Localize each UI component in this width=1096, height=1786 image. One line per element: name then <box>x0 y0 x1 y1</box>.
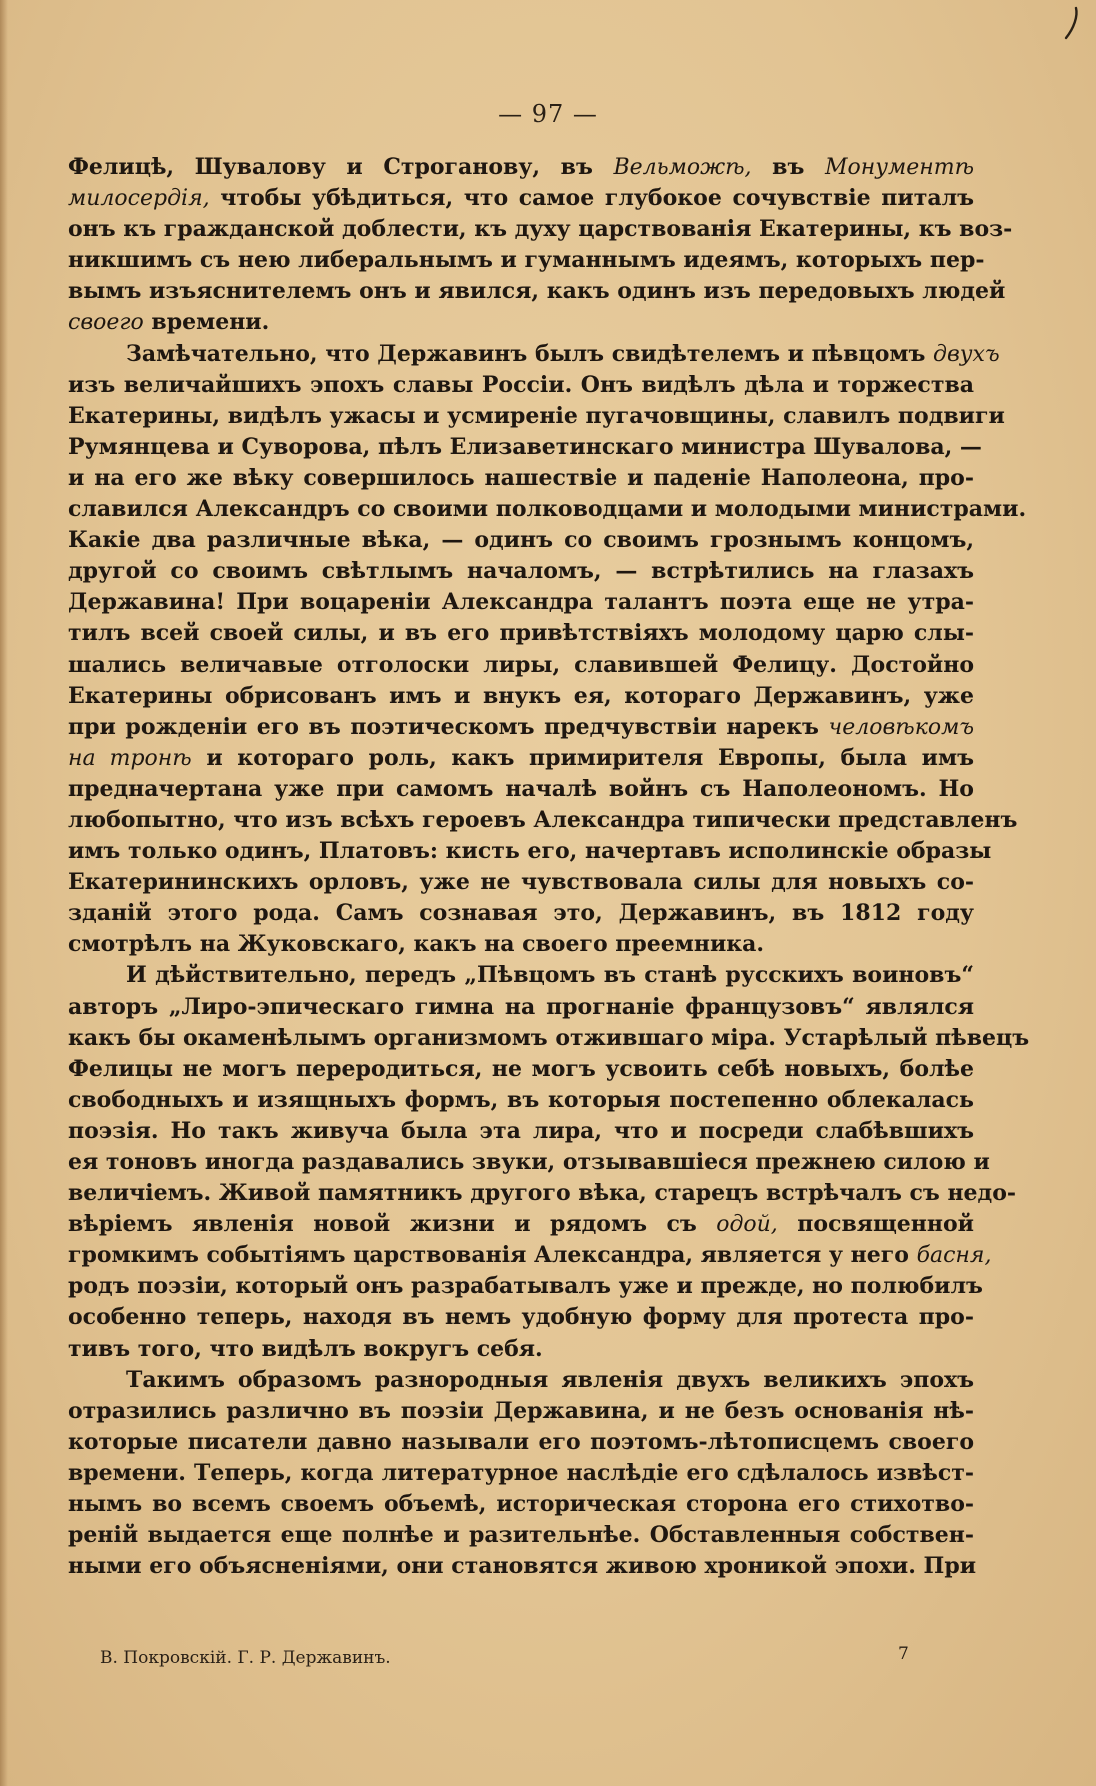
text-line <box>68 898 974 929</box>
body-text <box>68 152 1030 1582</box>
text-line <box>68 650 974 681</box>
italic-text: Монументѣ <box>824 155 975 180</box>
text-line <box>68 245 985 276</box>
text-run: ными его объясненіями, они становятся живою хроникой эпохи. При <box>68 1553 977 1580</box>
text-line <box>68 401 1005 432</box>
text-line <box>68 432 982 463</box>
text-run: Фелицы не могъ переродиться, не могъ усвоить себѣ новыхъ, болѣе <box>68 1055 974 1082</box>
text-line <box>68 960 974 991</box>
text-run: зданій этого рода. Самъ сознавая это, Державинъ, въ 1812 году <box>68 900 974 927</box>
text-line <box>68 618 974 649</box>
text-run: ея тоновъ иногда раздавались звуки, отзывавшіеся прежнею силою и <box>68 1149 990 1175</box>
text-line <box>68 805 1018 836</box>
text-run: времени. Теперь, когда литературное наслѣдіе его сдѣлалось извѣст- <box>68 1459 974 1486</box>
text-run: любопытно, что изъ всѣхъ героевъ Александра типически представленъ <box>68 806 1018 833</box>
text-run: предначертана уже при самомъ началѣ войнъ съ Наполеономъ. Но <box>68 775 974 802</box>
footer-author-title: В. Покровскій. Г. Р. Державинъ. <box>100 1648 391 1668</box>
text-run: тилъ всей своей силы, и въ его привѣтствіяхъ молодому царю слы- <box>68 620 974 647</box>
paragraph <box>68 152 1013 339</box>
text-line <box>68 587 974 618</box>
text-line <box>68 774 974 805</box>
text-run: вѣріемъ явленія новой жизни и рядомъ съ <box>68 1211 717 1238</box>
text-line <box>68 712 974 743</box>
text-run: родъ поэзіи, который онъ разрабатывалъ уже и прежде, но полюбилъ <box>68 1273 983 1300</box>
text-run: онъ къ гражданской доблести, къ духу царствованія Екатерины, къ воз- <box>68 216 1013 243</box>
text-run: Екатерины обрисованъ имъ и внукъ ея, котораго Державинъ, уже <box>68 682 974 709</box>
text-line <box>68 1023 1030 1054</box>
text-run: чтобы убѣдиться, что самое глубокое сочувствіе питалъ <box>209 185 974 212</box>
text-line <box>68 1334 974 1365</box>
text-run: и котораго роль, какъ примирителя Европы, была имъ <box>191 744 974 771</box>
text-line <box>68 214 1013 245</box>
text-run: изъ величайшихъ эпохъ славы Россіи. Онъ видѣлъ дѣла и торжества <box>68 371 974 398</box>
text-run: Екатерины, видѣлъ ужасы и усмиреніе пугачовщины, славилъ подвиги <box>68 402 1005 429</box>
text-line <box>68 1365 974 1396</box>
text-run: особенно теперь, находя въ немъ удобную форму для протеста про- <box>68 1304 974 1331</box>
paragraph <box>68 1365 977 1583</box>
text-run: свободныхъ и изящныхъ формъ, въ которыя постепенно облекалась <box>68 1086 974 1113</box>
text-line <box>68 1054 974 1085</box>
text-line <box>68 1427 974 1458</box>
text-line <box>68 1551 977 1582</box>
text-line <box>68 152 974 183</box>
text-run: въ <box>751 154 825 180</box>
italic-text: человѣкомъ <box>828 714 974 740</box>
text-line <box>68 1209 974 1240</box>
text-run: и на его же вѣку совершилось нашествіе и паденіе Наполеона, про- <box>68 464 974 491</box>
text-line <box>68 463 974 494</box>
text-run: которые писатели давно называли его поэтомъ-лѣтописцемъ своего <box>68 1428 974 1455</box>
text-line <box>68 1271 983 1302</box>
text-line <box>68 1178 1017 1209</box>
paragraph <box>68 339 1027 961</box>
text-run: посвященной <box>777 1211 975 1238</box>
text-line <box>68 929 974 960</box>
text-line <box>68 525 974 556</box>
text-run: Державина! При воцареніи Александра талантъ поэта еще не утра- <box>68 589 974 616</box>
page-number: — 97 — <box>498 100 598 128</box>
text-line <box>68 307 974 338</box>
text-run: другой со своимъ свѣтлымъ началомъ, — встрѣтились на глазахъ <box>68 558 974 585</box>
text-line <box>68 1396 974 1427</box>
text-line <box>68 867 974 898</box>
corner-pencil-mark <box>1062 6 1082 42</box>
text-line <box>68 1489 974 1520</box>
text-run: И дѣйствительно, передъ „Пѣвцомъ въ станѣ русскихъ воиновъ“ <box>126 962 974 989</box>
text-line <box>68 494 1027 525</box>
text-run: какъ бы окаменѣлымъ организмомъ отжившаго міра. Устарѣлый пѣвецъ <box>68 1024 1030 1051</box>
text-line <box>68 1458 974 1489</box>
text-run: реній выдается еще полнѣе и разительнѣе. Обставленныя собствен- <box>68 1522 974 1549</box>
text-run: шались величавые отголоски лиры, славившей Фелицу. Достойно <box>68 651 974 678</box>
text-run: вымъ изъяснителемъ онъ и явился, какъ одинъ изъ передовыхъ людей <box>68 278 1006 305</box>
text-run: тивъ того, что видѣлъ вокругъ себя. <box>68 1335 543 1362</box>
italic-text: басня, <box>916 1243 992 1269</box>
text-line <box>68 681 974 712</box>
text-run: при рожденіи его въ поэтическомъ предчувствіи нарекъ <box>68 713 829 740</box>
text-run: имъ только одинъ, Платовъ: кисть его, начертавъ исполинскіе образы <box>68 838 992 865</box>
text-run: Какіе два различные вѣка, — одинъ со своимъ грознымъ концомъ, <box>68 527 974 554</box>
italic-text: Вельможѣ, <box>613 155 752 180</box>
text-line <box>68 556 974 587</box>
text-run: громкимъ событіямъ царствованія Александра, является у него <box>68 1242 917 1269</box>
text-run: времени. <box>143 309 270 336</box>
text-line <box>68 743 974 774</box>
text-line <box>68 836 992 867</box>
italic-text: своего <box>68 310 144 336</box>
text-line <box>68 339 1000 370</box>
text-line <box>68 1240 992 1271</box>
text-run: отразились различно въ поэзіи Державина, и не безъ основанія нѣ- <box>68 1397 974 1424</box>
text-run: никшимъ съ нею либеральнымъ и гуманнымъ идеямъ, которыхъ пер- <box>68 247 985 274</box>
text-line <box>68 370 974 401</box>
text-run: смотрѣлъ на Жуковскаго, какъ на своего преемника. <box>68 931 765 958</box>
text-line <box>68 1520 974 1551</box>
page-edge-shadow <box>0 0 8 1786</box>
text-run: величіемъ. Живой памятникъ другого вѣка, старецъ встрѣчалъ съ недо- <box>68 1180 1017 1207</box>
italic-text: двухъ <box>933 341 1000 367</box>
text-run: славился Александръ со своими полководцами и молодыми министрами. <box>68 496 1027 523</box>
text-line <box>68 276 1006 307</box>
text-line <box>68 1116 974 1147</box>
italic-text: на тронѣ <box>68 745 192 771</box>
italic-text: одой, <box>716 1212 778 1238</box>
text-run: Екатерининскихъ орловъ, уже не чувствовала силы для новыхъ со- <box>68 869 974 896</box>
text-run: Такимъ образомъ разнородныя явленія двухъ великихъ эпохъ <box>126 1366 974 1393</box>
signature-mark: 7 <box>898 1644 909 1664</box>
text-line <box>68 183 974 214</box>
text-line <box>68 1085 974 1116</box>
italic-text: милосердія, <box>68 186 210 212</box>
text-line <box>68 1147 990 1178</box>
text-run: Фелицѣ, Шувалову и Строганову, въ <box>68 154 614 180</box>
text-line <box>68 1302 974 1333</box>
text-line <box>68 992 974 1023</box>
text-run: поэзія. Но такъ живуча была эта лира, что и посреди слабѣвшихъ <box>68 1117 974 1144</box>
paragraph <box>68 960 1030 1364</box>
text-run: авторъ „Лиро-эпическаго гимна на прогнаніе французовъ“ являлся <box>68 993 974 1020</box>
text-run: нымъ во всемъ своемъ объемѣ, историческая сторона его стихотво- <box>68 1491 974 1518</box>
text-run: Замѣчательно, что Державинъ былъ свидѣтелемъ и пѣвцомъ <box>126 340 934 367</box>
text-run: Румянцева и Суворова, пѣлъ Елизаветинскаго министра Шувалова, — <box>68 433 982 460</box>
